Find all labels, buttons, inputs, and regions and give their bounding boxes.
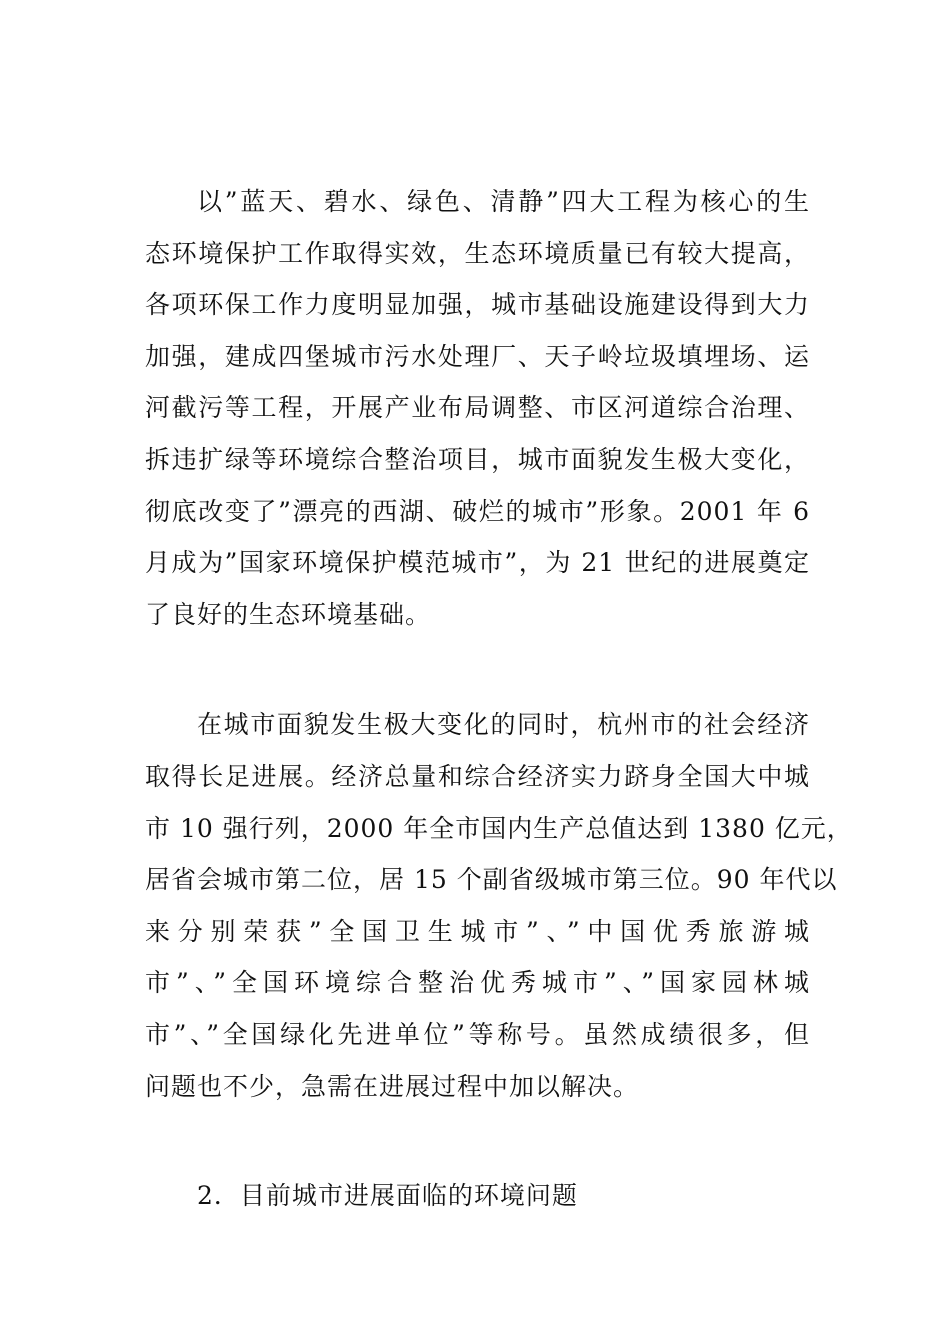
paragraph-economy [145,699,853,1112]
paragraph-line: 问题也不少，急需在进展过程中加以解决。 [145,1071,640,1101]
paragraph-line: 彻底改变了”漂亮的西湖、破烂的城市”形象。2001 年 6 [145,496,810,526]
paragraph-line: 市”、”全国环境综合整治优秀城市”、”国家园林城 [145,968,810,998]
paragraph-line: 市 10 强行列，2000 年全市国内生产总值达到 1380 亿元， [145,813,853,843]
paragraph-line: 拆违扩绿等环境综合整治项目，城市面貌发生极大变化， [145,444,810,474]
paragraph-line: 各项环保工作力度明显加强，城市基础设施建设得到大力 [145,290,810,320]
paragraph-line: 居省会城市第二位，居 15 个副省级城市第三位。90 年代以 [145,865,838,895]
section-heading: 2．目前城市进展面临的环境问题 [197,1181,578,1211]
paragraph-line: 加强，建成四堡城市污水处理厂、天子岭垃圾填埋场、运 [145,341,810,371]
paragraph-environment [145,176,810,640]
paragraph-line: 以”蓝天、碧水、绿色、清静”四大工程为核心的生 [197,187,810,216]
paragraph-line: 月成为”国家环境保护模范城市”，为 21 世纪的进展奠定 [145,548,810,578]
paragraph-line: 河截污等工程，开展产业布局调整、市区河道综合治理、 [145,393,810,423]
paragraph-line: 来分别荣获”全国卫生城市”、”中国优秀旅游城 [145,916,810,946]
paragraph-line: 市”、”全国绿化先进单位”等称号。虽然成绩很多，但 [145,1019,810,1049]
paragraph-line: 了良好的生态环境基础。 [145,599,432,629]
paragraph-line: 取得长足进展。经济总量和综合经济实力跻身全国大中城 [145,761,810,791]
paragraph-line: 在城市面貌发生极大变化的同时，杭州市的社会经济 [197,710,810,740]
document-page [145,176,853,1222]
paragraph-line: 态环境保护工作取得实效，生态环境质量已有较大提高， [145,238,810,268]
